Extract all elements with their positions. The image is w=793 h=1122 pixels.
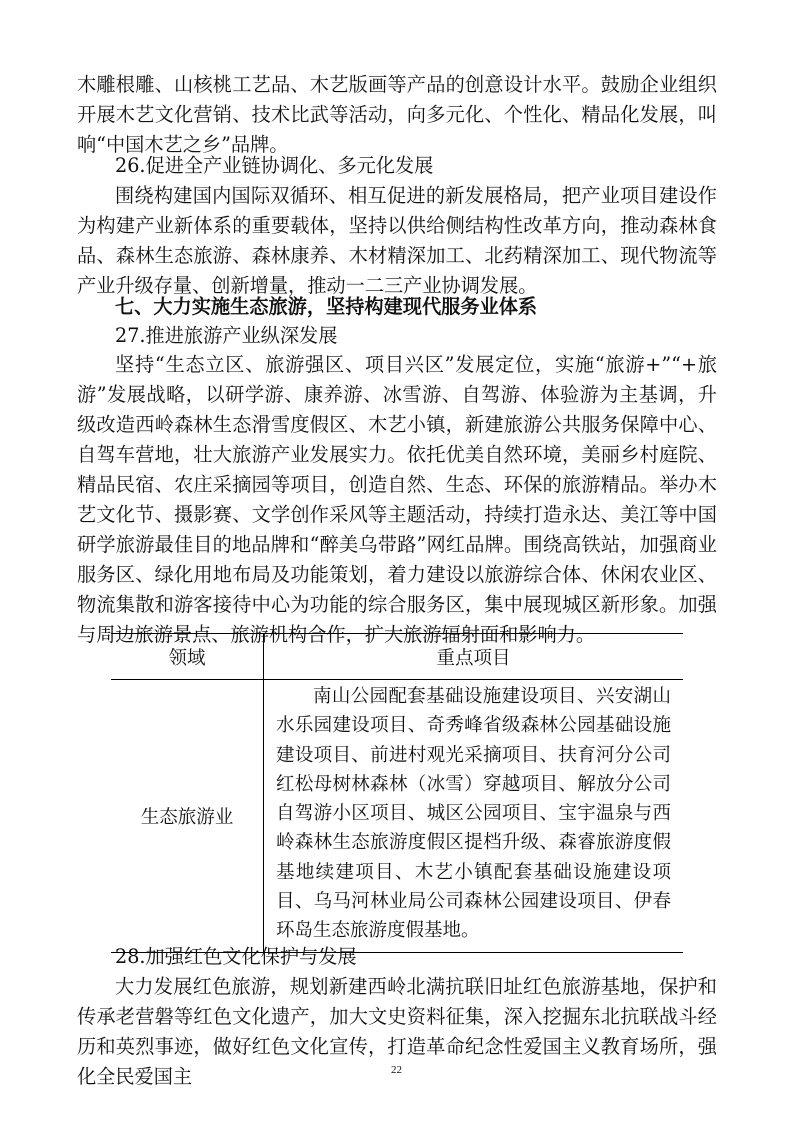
page-number: 22 (391, 1064, 402, 1076)
key-projects-table (111, 633, 683, 953)
heading-27: 27.推进旅游产业纵深发展 (115, 324, 338, 347)
heading-28: 28.加强红色文化保护与发展 (115, 945, 357, 968)
paragraph-27: 坚持“生态立区、旅游强区、项目兴区”发展定位，实施“旅游+”“+旅游”发展战略，以研学游、康养游、冰雪游、自驾游、体验游为主基调，升级改造西岭森林生态滑雪度假区、木艺小镇，新建旅游公共服务保障中心、自驾车营地，壮大旅游产业发展实力。依托优美自然环境，美丽乡村庭院、精品民宿、农庄采摘园等项目，创造自然、生态、环保的旅游精品。举办木艺文化节、摄影赛、文学创作采风等主题活动，持续打造永达、美江等中国研学旅游最佳目的地品牌和“醉美乌带路”网红品牌。围绕高铁站，加强商业服务区、绿化用地布局及功能策划，着力建设以旅游综合体、休闲农业区、物流集散和游客接待中心为功能的综合服务区，集中展现城区新形象。加强与周边旅游景点、旅游机构合作，扩大旅游辐射面和影响力。 (77, 353, 717, 646)
table-cell-field: 生态旅游业 (111, 680, 264, 953)
table-row (111, 680, 683, 953)
section-heading-7: 七、大力实施生态旅游，坚持构建现代服务业体系 (115, 295, 538, 318)
table-cell-projects: 南山公园配套基础设施建设项目、兴安湖山水乐园建设项目、奇秀峰省级森林公园基础设施建设项目、前进村观光采摘项目、扶育河分公司红松母树林森林（冰雪）穿越项目、解放分公司自驾游小区项目、城区公园项目、宝宇温泉与西岭森林生态旅游度假区提档升级、森睿旅游度假基地续建项目、木艺小镇配套基础设施建设项目、乌马河林业局公司森林公园建设项目、伊春环岛生态旅游度假基地。 (264, 680, 684, 953)
table-header-row (111, 634, 683, 680)
paragraph-28: 大力发展红色旅游，规划新建西岭北满抗联旧址红色旅游基地，保护和传承老营磐等红色文化遗产，加大文史资料征集，深入挖掘东北抗联战斗经历和英烈事迹，做好红色文化宣传，打造革命纪念性爱国主义教育场所，强化全民爱国主 (77, 975, 717, 1088)
paragraph-26: 围绕构建国内国际双循环、相互促进的新发展格局，把产业项目建设作为构建产业新体系的重要载体，坚持以供给侧结构性改革方向，推动森林食品、森林生态旅游、森林康养、木材精深加工、北药精深加工、现代物流等产业升级存量、创新增量，推动一二三产业协调发展。 (77, 184, 717, 297)
table-header-projects: 重点项目 (264, 634, 684, 680)
table-header-field: 领域 (111, 634, 264, 680)
paragraph-continued: 木雕根雕、山核桃工艺品、木艺版画等产品的创意设计水平。鼓励企业组织开展木艺文化营销、技术比武等活动，向多元化、个性化、精品化发展，叫响“中国木艺之乡”品牌。 (77, 73, 717, 156)
heading-26: 26.促进全产业链协调化、多元化发展 (115, 154, 434, 177)
